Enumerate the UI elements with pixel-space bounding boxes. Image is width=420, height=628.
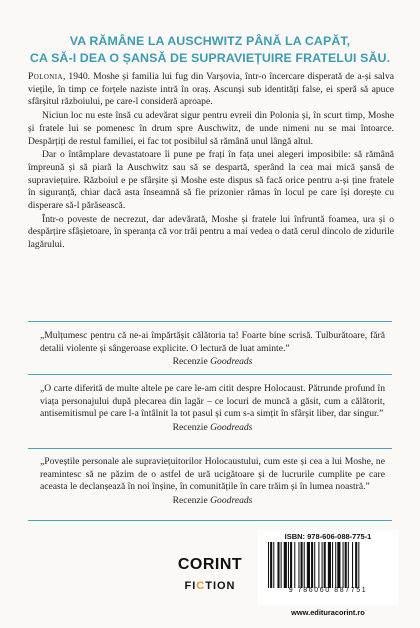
synopsis-location-lead: Polonia (28, 71, 63, 82)
isbn-barcode-box (258, 530, 398, 605)
review-quote-2 (40, 383, 385, 434)
divider (28, 448, 392, 449)
barcode-icon (266, 542, 390, 588)
review-source: Recenzie Goodreads (172, 421, 253, 433)
review-source: Recenzie Goodreads (172, 494, 253, 506)
synopsis-paragraph-1-text: , 1940. Moshe și familia lui fug din Varșovia, într-o încercare disperată de a-și salva viețile, în timp ce forțele naziste intră în oraș. Ascunși sub identități false, ei speră să apuce sfârșitul războiului, pe care-l consideră aproape. (28, 71, 394, 108)
synopsis-paragraph-4: Într-o poveste de necrezut, dar adevărată, Moshe și fratele lui înfruntă foamea, ura și o despărțire sfâșietoare, în speranța că vor trăi pentru a mai vedea o dată cerul dincolo de zidurile lagărului. (28, 213, 394, 251)
publisher-logo (170, 556, 250, 606)
barcode-digits: 9 786060 887751 (288, 587, 368, 594)
publisher-logo-imprint: FICTION (184, 580, 236, 592)
review-quote-1 (40, 330, 385, 369)
divider (28, 374, 392, 375)
review-quote-text: „Mulțumesc pentru că ne-ai împărtășit călătoria ta! Foarte bine scrisă. Tulburătoare, fără detalii violente și sângeroase explicite. O lectură de luat aminte.” (40, 330, 385, 354)
synopsis-paragraph-1 (28, 71, 394, 109)
back-cover-headline (28, 33, 392, 67)
review-quote-3 (40, 456, 385, 507)
publisher-website: www.edituracorint.ro (291, 608, 365, 617)
headline-line-2: CA SĂ-I DEA O ȘANSĂ DE SUPRAVIEȚUIRE FRATELUI SĂU. (29, 51, 391, 65)
review-quote-text: „O carte diferită de multe altele pe care le-am citit despre Holocaust. Pătrunde profund în viața personajului după plecarea din lagăr – ce locuri de muncă a găsit, cum a călătorit, antisemitismul pe care l-a întâlnit la tot pasul și cum s-a simțit în sfârșit liber, dar singur.” (40, 383, 385, 420)
divider (28, 321, 392, 322)
review-quote-text: „Poveștile personale ale supraviețuitorilor Holocaustului, cum este și cea a lui Moshe, ne reamintesc să ne păzim de o astfel de ură ucigătoare și de lucrurile cumplite pe care aceasta le declanșează în noi înșine, în comunitățile în care trăim și în lumea noastră.” (40, 456, 385, 493)
review-source: Recenzie Goodreads (172, 356, 253, 368)
publisher-logo-wordmark: CORINT (177, 556, 243, 573)
synopsis-paragraph-3: Dar o întâmplare devastatoare îi pune pe frați în fața unei alegeri imposibile: să rămână împreună și să piară la Auschwitz sau să se despartă, sperând la cea mai mică șansă de supraviețuire. Războiul e pe sfârșite și Moshe este dispus să facă orice pentru a-și ține fratele în siguranță, chiar dacă asta înseamnă să fie prizonier rămas în locul pe care își dorește cu disperare să-l părăsească. (28, 149, 394, 212)
synopsis-paragraph-2: Niciun loc nu este însă cu adevărat sigur pentru evreii din Polonia și, în scurt timp, Moshe și fratele lui se pomenesc în drum spre Auschwitz, de unde nimeni nu se mai întoarce. Despărțiți de restul familiei, ei fac tot posibilul să rămână unul lângă altul. (28, 110, 394, 147)
isbn-label: ISBN: 978-606-088-775-1 (284, 532, 372, 541)
divider (28, 520, 392, 521)
headline-line-1: VA RĂMÂNE LA AUSCHWITZ PÂNĂ LA CAPĂT, (69, 34, 351, 48)
book-synopsis (28, 71, 394, 253)
